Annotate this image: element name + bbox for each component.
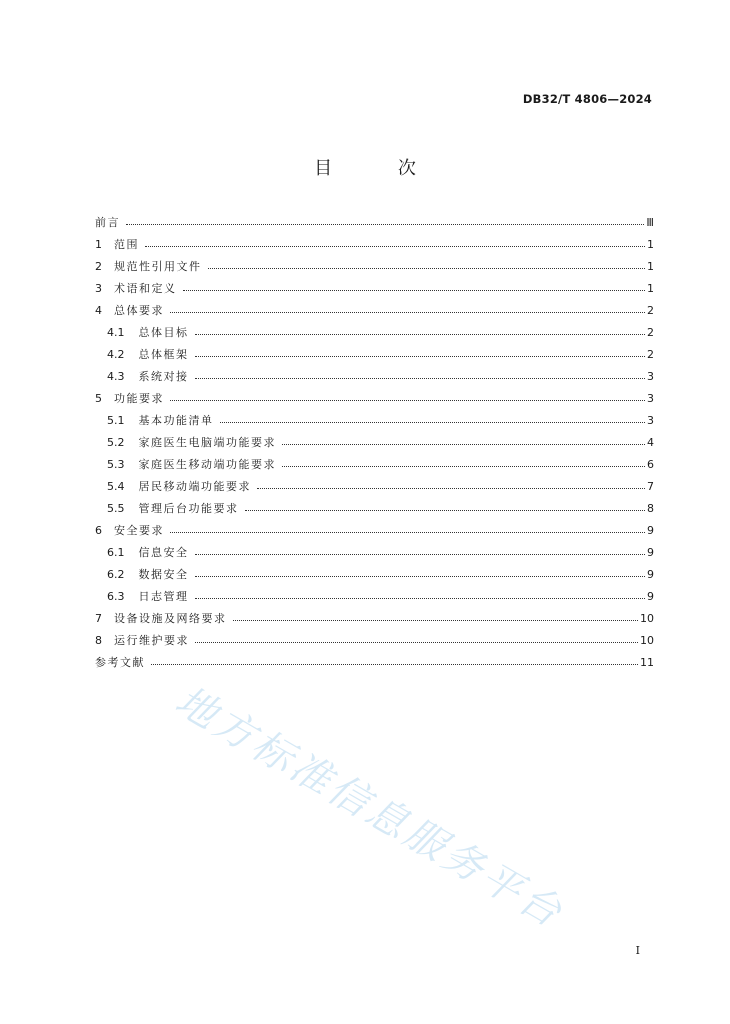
- toc-entry[interactable]: [95, 608, 654, 630]
- toc-entry[interactable]: [95, 542, 654, 564]
- toc-entry-page: 6: [647, 458, 654, 471]
- toc-entry-label: 运行维护要求: [114, 634, 189, 647]
- toc-entry-number: 6.1: [107, 546, 125, 559]
- toc-entry-number: 4.1: [107, 326, 125, 339]
- toc-entry-label: 参考文献: [95, 656, 145, 669]
- toc-entry[interactable]: [95, 586, 654, 608]
- toc-leader-dots: [126, 223, 644, 225]
- toc-entry-page: 3: [647, 370, 654, 383]
- toc-entry[interactable]: [95, 520, 654, 542]
- toc-entry-page: 9: [647, 568, 654, 581]
- toc-leader-dots: [195, 553, 646, 555]
- toc-entry[interactable]: [95, 652, 654, 674]
- toc-entry-label: 功能要求: [114, 392, 164, 405]
- toc-leader-dots: [195, 355, 646, 357]
- toc-entry[interactable]: [95, 498, 654, 520]
- toc-entry-page: 8: [647, 502, 654, 515]
- toc-entry-page: 3: [647, 392, 654, 405]
- toc-entry[interactable]: [95, 344, 654, 366]
- toc-entry[interactable]: [95, 630, 654, 652]
- toc-leader-dots: [170, 399, 645, 401]
- toc-entry-number: 5.5: [107, 502, 125, 515]
- toc-entry[interactable]: [95, 300, 654, 322]
- toc-entry-label: 总体要求: [114, 304, 164, 317]
- toc-entry-page: 9: [647, 590, 654, 603]
- toc-leader-dots: [233, 619, 639, 621]
- toc-entry-label: 总体框架: [138, 348, 189, 361]
- toc-entry-number: 5.3: [107, 458, 125, 471]
- toc-leader-dots: [282, 465, 645, 467]
- toc-leader-dots: [195, 597, 646, 599]
- toc-leader-dots: [208, 267, 646, 269]
- toc-entry-label: 总体目标: [138, 326, 189, 339]
- toc-entry-page: Ⅲ: [646, 216, 654, 229]
- toc-entry-number: 5: [95, 392, 102, 405]
- toc-entry[interactable]: [95, 234, 654, 256]
- toc-entry-number: 5.1: [107, 414, 125, 427]
- toc-leader-dots: [245, 509, 646, 511]
- toc-entry-label: 管理后台功能要求: [138, 502, 239, 515]
- toc-entry-number: 8: [95, 634, 102, 647]
- toc-entry[interactable]: [95, 476, 654, 498]
- toc-entry-page: 2: [647, 304, 654, 317]
- toc-entry-page: 9: [647, 524, 654, 537]
- toc-entry-label: 术语和定义: [114, 282, 177, 295]
- toc-entry-label: 家庭医生电脑端功能要求: [138, 436, 276, 449]
- toc-entry-page: 11: [640, 656, 654, 669]
- toc-entry[interactable]: [95, 564, 654, 586]
- toc-entry-number: 6.2: [107, 568, 125, 581]
- toc-entry-label: 家庭医生移动端功能要求: [138, 458, 276, 471]
- toc-leader-dots: [220, 421, 646, 423]
- toc-leader-dots: [195, 575, 646, 577]
- toc-entry-page: 2: [647, 348, 654, 361]
- toc-entry-page: 1: [647, 238, 654, 251]
- watermark: 地方标准信息服务平台: [167, 677, 572, 938]
- toc-leader-dots: [282, 443, 645, 445]
- document-code: DB32/T 4806—2024: [522, 92, 652, 106]
- toc-entry[interactable]: [95, 454, 654, 476]
- toc-entry-page: 9: [647, 546, 654, 559]
- toc-entry[interactable]: [95, 366, 654, 388]
- toc-leader-dots: [170, 311, 645, 313]
- toc-leader-dots: [151, 663, 638, 665]
- toc-entry-number: 4.3: [107, 370, 125, 383]
- toc-entry-page: 4: [647, 436, 654, 449]
- toc-entry[interactable]: [95, 432, 654, 454]
- toc-entry-label: 日志管理: [138, 590, 189, 603]
- toc-entry-number: 6.3: [107, 590, 125, 603]
- toc-entry[interactable]: [95, 322, 654, 344]
- toc-entry-label: 信息安全: [138, 546, 189, 559]
- toc-entry-number: 2: [95, 260, 102, 273]
- toc-entry[interactable]: [95, 256, 654, 278]
- toc-entry-number: 5.2: [107, 436, 125, 449]
- toc-entry-number: 4.2: [107, 348, 125, 361]
- toc-entry-label: 系统对接: [138, 370, 189, 383]
- table-of-contents: [95, 212, 654, 674]
- page-number: I: [635, 944, 640, 957]
- toc-entry-label: 范围: [114, 238, 139, 251]
- toc-leader-dots: [195, 377, 646, 379]
- toc-entry-label: 安全要求: [114, 524, 164, 537]
- toc-entry-number: 4: [95, 304, 102, 317]
- toc-entry-label: 基本功能清单: [138, 414, 214, 427]
- toc-entry-number: 7: [95, 612, 102, 625]
- toc-entry-label: 规范性引用文件: [114, 260, 202, 273]
- toc-entry[interactable]: [95, 212, 654, 234]
- toc-leader-dots: [145, 245, 645, 247]
- toc-entry-label: 居民移动端功能要求: [138, 480, 251, 493]
- toc-leader-dots: [257, 487, 645, 489]
- toc-entry-number: 1: [95, 238, 102, 251]
- toc-leader-dots: [170, 531, 645, 533]
- toc-title: 目 次: [314, 158, 446, 179]
- toc-entry-label: 设备设施及网络要求: [114, 612, 227, 625]
- toc-entry-page: 10: [640, 612, 654, 625]
- toc-entry-label: 数据安全: [138, 568, 189, 581]
- toc-entry[interactable]: [95, 410, 654, 432]
- toc-entry-page: 7: [647, 480, 654, 493]
- toc-entry[interactable]: [95, 388, 654, 410]
- toc-entry-page: 1: [647, 282, 654, 295]
- toc-entry-number: 3: [95, 282, 102, 295]
- toc-leader-dots: [195, 641, 638, 643]
- toc-entry-page: 1: [647, 260, 654, 273]
- toc-entry[interactable]: [95, 278, 654, 300]
- toc-entry-number: 6: [95, 524, 102, 537]
- toc-entry-label: 前言: [95, 216, 120, 229]
- toc-leader-dots: [183, 289, 646, 291]
- toc-entry-page: 2: [647, 326, 654, 339]
- toc-entry-number: 5.4: [107, 480, 125, 493]
- toc-entry-page: 3: [647, 414, 654, 427]
- toc-entry-page: 10: [640, 634, 654, 647]
- toc-leader-dots: [195, 333, 646, 335]
